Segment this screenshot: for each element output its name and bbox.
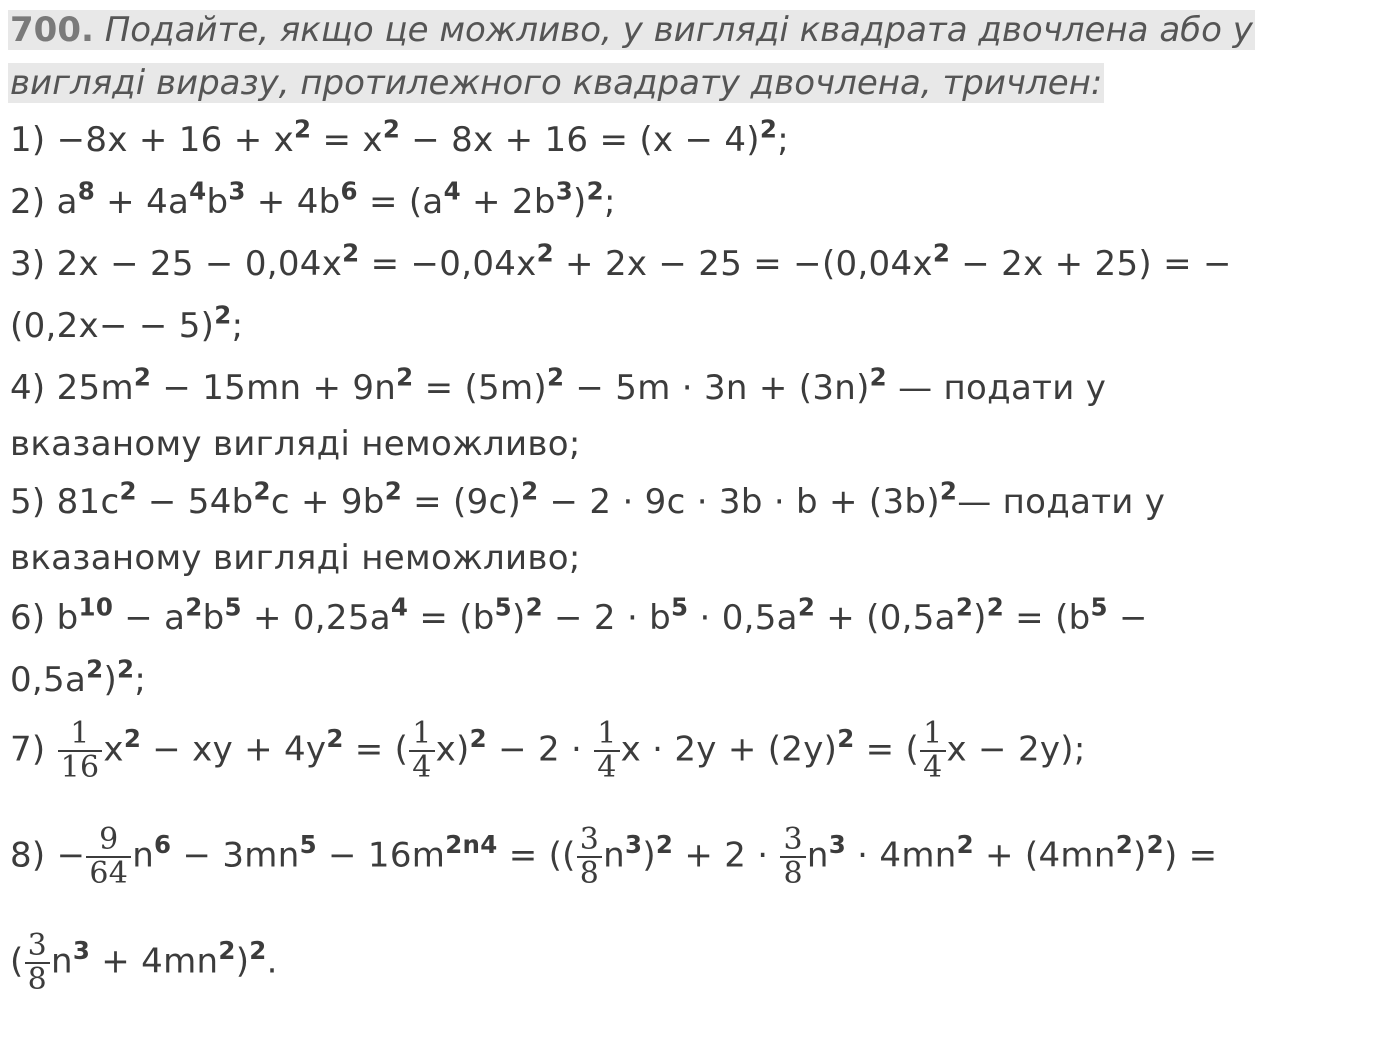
solution-3-cont: $(0,2x- - 5)^2$;: [10, 300, 244, 346]
solution-4-cont: вказаному вигляді неможливо;: [10, 424, 581, 464]
fraction: $\frac{3}{8}$: [780, 824, 805, 890]
solution-5-cont: вказаному вигляді неможливо;: [10, 538, 581, 578]
solution-7: 7) $\frac{1}{16}$ $x^2$ − xy + $4y^2$ = ( $\frac{1}{4}$ x)$^2$ − 2 · $\frac{1}{4}$ $x \cdot 2y + (2y)^2$ = ( $\frac{1}{4}$ x − 2y);: [10, 716, 1086, 785]
solution-6-cont: $0,5a^2)^2$;: [10, 654, 147, 700]
solution-5: 5) $81c^2 - 54b^2c + 9b^2 = (9c)^2 - 2 \cdot 9c \cdot 3b \cdot b$ + $(3b)^2—$ подати у: [10, 476, 1166, 522]
solution-1: $1) -8x + 16 + x^2 = x^2 - 8x + 16 = (x - 4)^2$;: [10, 114, 789, 160]
task-text: Подайте, якщо це можливо, у вигляді квадрата двочлена або у вигляді виразу, протилежного квадрату двочлена, тричлен:: [10, 10, 1253, 103]
task-statement: [8, 4, 1376, 110]
fraction: $\frac{3}{8}$: [25, 930, 50, 996]
solution-4: 4) $25m^2 - 15mn + 9n^2 = (5m)^2 - 5m \cdot 3n + (3n)^2$ — подати у: [10, 362, 1107, 408]
fraction: $\frac{1}{4}$: [594, 718, 619, 784]
fraction: $\frac{1}{16}$: [58, 718, 103, 784]
fraction: $\frac{3}{8}$: [577, 824, 602, 890]
task-number: 700.: [10, 10, 94, 50]
fraction: $\frac{9}{64}$: [86, 824, 131, 890]
solution-8-cont: ( $\frac{3}{8}$ $n^3 + 4mn^2)^2$.: [10, 928, 278, 997]
solution-2: 2) $a^8 + 4a^4b^3 + 4b^6 = (a^4 + 2b^3)^2$;: [10, 176, 616, 222]
fraction: $\frac{1}{4}$: [409, 718, 434, 784]
solution-6: 6) $b^{10} - a^2b^5 + 0,25a^4 = (b^5)^2 - 2 \cdot b^5 \cdot 0,5a^2 + (0,5a^2)^2 = (b^5$ −: [10, 592, 1148, 638]
fraction: $\frac{1}{4}$: [920, 718, 945, 784]
solution-3: 3) $2x - 25 - 0,04x^2 = -0,04x^2 + 2x - 25 = -(0,04x^2 - 2x + 25)$ = −: [10, 238, 1232, 284]
solution-8: 8) − $\frac{9}{64}$ $n^6 - 3mn^5 - 16m^{2n4}$ = (( $\frac{3}{8}$ $n^3)^2 + 2$ · $\frac{3}{8}$ $n^3 \cdot 4mn^2 + (4mn^2)^2$) =: [10, 822, 1218, 891]
